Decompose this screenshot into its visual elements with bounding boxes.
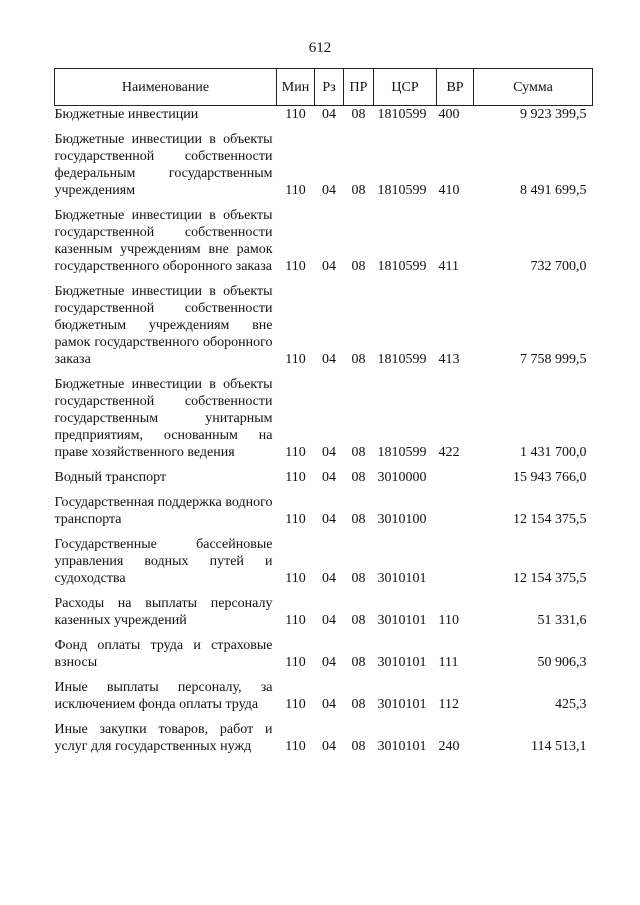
row-csr: 1810599 <box>377 107 427 122</box>
row-name: Водный транспорт <box>54 470 167 485</box>
header-vr: ВР <box>437 69 474 106</box>
row-pr: 08 <box>351 512 366 527</box>
row-sum: 12 154 375,5 <box>513 571 587 586</box>
row-vr: 240 <box>438 739 460 754</box>
row-rz: 04 <box>322 613 336 628</box>
table-row <box>55 368 593 461</box>
row-rz: 04 <box>322 445 336 460</box>
table-row <box>55 275 593 368</box>
row-name: Фонд оплаты труда и страховые взносы <box>54 638 273 670</box>
row-vr: 110 <box>438 613 459 628</box>
row-sum: 1 431 700,0 <box>520 445 587 460</box>
row-sum: 51 331,6 <box>537 613 587 628</box>
header-min: Мин <box>277 69 315 106</box>
table-row <box>55 461 593 486</box>
row-rz: 04 <box>322 655 336 670</box>
table-row <box>55 106 593 124</box>
row-name: Иные выплаты персоналу, за исключением фонда оплаты труда <box>54 680 273 712</box>
header-sum: Сумма <box>474 69 593 106</box>
row-name: Расходы на выплаты персоналу казенных учреждений <box>54 596 273 628</box>
row-pr: 08 <box>351 352 366 367</box>
row-name: Государственные бассейновые управления водных путей и судоходства <box>54 537 273 586</box>
row-name: Бюджетные инвестиции в объекты государственной собственности федеральным государственным учреждениям <box>54 132 273 198</box>
row-sum: 7 758 999,5 <box>520 352 587 367</box>
row-sum: 12 154 375,5 <box>513 512 587 527</box>
table-body <box>55 106 593 756</box>
row-rz: 04 <box>322 183 336 198</box>
row-sum: 50 906,3 <box>537 655 587 670</box>
row-pr: 08 <box>351 571 366 586</box>
table-row <box>55 629 593 671</box>
row-pr: 08 <box>351 655 366 670</box>
row-min: 110 <box>285 512 306 527</box>
table-header <box>55 69 593 106</box>
row-rz: 04 <box>322 697 336 712</box>
row-rz: 04 <box>322 571 336 586</box>
table-row <box>55 528 593 587</box>
row-min: 110 <box>285 352 306 367</box>
row-pr: 08 <box>351 613 366 628</box>
header-name: Наименование <box>55 69 277 106</box>
row-csr: 3010000 <box>377 470 427 485</box>
row-sum: 732 700,0 <box>530 259 587 274</box>
row-vr: 111 <box>438 655 459 670</box>
table-row <box>55 671 593 713</box>
row-vr <box>437 461 474 486</box>
row-vr: 112 <box>438 697 459 712</box>
row-pr: 08 <box>351 470 366 485</box>
row-min: 110 <box>285 655 306 670</box>
row-rz: 04 <box>322 470 336 485</box>
row-csr: 3010101 <box>377 739 427 754</box>
row-rz: 04 <box>322 512 336 527</box>
page-number: 612 <box>308 40 332 56</box>
row-csr: 3010101 <box>377 613 427 628</box>
row-min: 110 <box>285 571 306 586</box>
row-vr: 410 <box>438 183 460 198</box>
row-csr: 3010101 <box>377 655 427 670</box>
row-csr: 1810599 <box>377 259 427 274</box>
row-pr: 08 <box>351 445 366 460</box>
table-row <box>55 587 593 629</box>
row-min: 110 <box>285 183 306 198</box>
table-row <box>55 713 593 755</box>
row-pr: 08 <box>351 259 366 274</box>
table-row <box>55 199 593 275</box>
row-pr: 08 <box>351 183 366 198</box>
row-rz: 04 <box>322 352 336 367</box>
row-sum: 9 923 399,5 <box>520 107 587 122</box>
row-csr: 3010100 <box>377 512 427 527</box>
header-csr: ЦСР <box>374 69 437 106</box>
header-pr: ПР <box>344 69 374 106</box>
row-vr: 413 <box>438 352 460 367</box>
row-csr: 1810599 <box>377 352 427 367</box>
row-vr <box>437 528 474 587</box>
row-sum: 15 943 766,0 <box>513 470 587 485</box>
row-name: Иные закупки товаров, работ и услуг для государственных нужд <box>54 722 273 754</box>
row-rz: 04 <box>322 107 336 122</box>
row-pr: 08 <box>351 697 366 712</box>
row-min: 110 <box>285 107 306 122</box>
row-csr: 3010101 <box>377 697 427 712</box>
row-pr: 08 <box>351 739 366 754</box>
row-csr: 1810599 <box>377 445 427 460</box>
header-rz: Рз <box>315 69 344 106</box>
row-rz: 04 <box>322 259 336 274</box>
row-name: Бюджетные инвестиции в объекты государственной собственности бюджетным учреждениям вне рамок государственного оборонного заказа <box>54 284 273 367</box>
row-min: 110 <box>285 697 306 712</box>
row-name: Бюджетные инвестиции в объекты государственной собственности казенным учреждениям вне рамок государственного оборонного заказа <box>54 208 273 274</box>
row-min: 110 <box>285 259 306 274</box>
row-name: Бюджетные инвестиции в объекты государственной собственности государственным унитарным предприятиям, основанным на праве хозяйственного ведения <box>54 377 273 460</box>
row-vr: 400 <box>438 107 460 122</box>
row-csr: 3010101 <box>377 571 427 586</box>
row-sum: 8 491 699,5 <box>520 183 587 198</box>
row-name: Государственная поддержка водного транспорта <box>54 495 273 527</box>
row-min: 110 <box>285 613 306 628</box>
row-vr: 422 <box>438 445 460 460</box>
table-row <box>55 123 593 199</box>
row-vr: 411 <box>438 259 459 274</box>
row-csr: 1810599 <box>377 183 427 198</box>
row-pr: 08 <box>351 107 366 122</box>
row-min: 110 <box>285 470 306 485</box>
row-min: 110 <box>285 739 306 754</box>
table-row <box>55 486 593 528</box>
row-sum: 114 513,1 <box>531 739 587 754</box>
row-min: 110 <box>285 445 306 460</box>
budget-table <box>54 68 593 755</box>
row-sum: 425,3 <box>555 697 587 712</box>
row-rz: 04 <box>322 739 336 754</box>
row-vr <box>437 486 474 528</box>
row-name: Бюджетные инвестиции <box>54 107 199 122</box>
